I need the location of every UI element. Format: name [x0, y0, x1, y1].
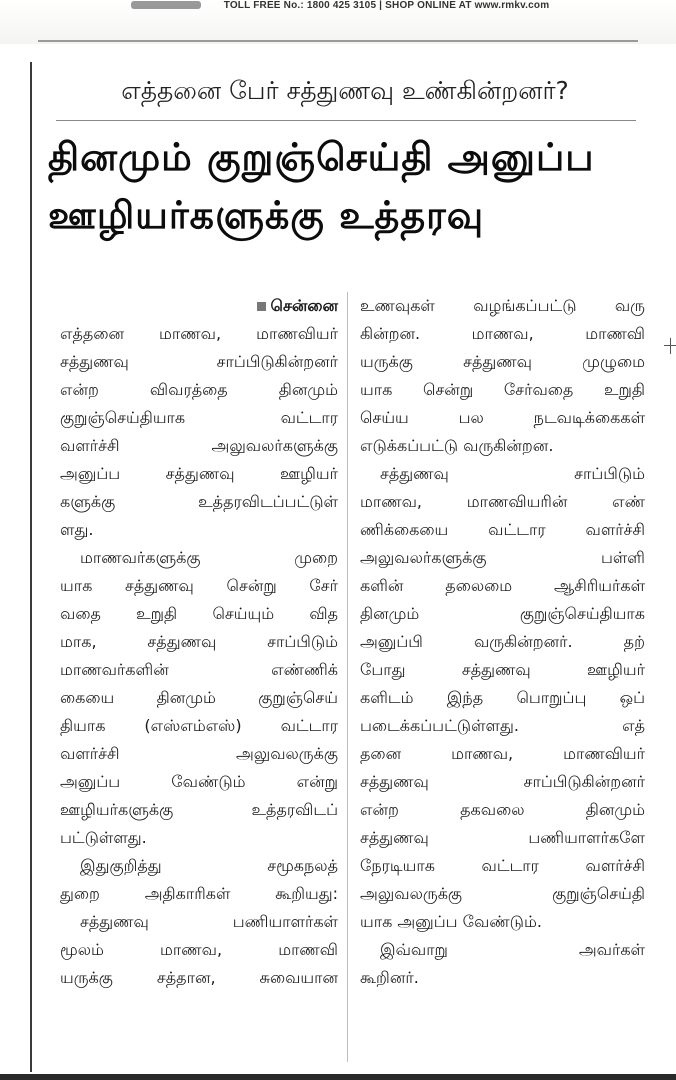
advertisement-bar [40, 0, 640, 14]
article-text-line: தனை மாணவ, மாணவியர் [360, 744, 645, 763]
article-text-line: சத்துணவு பணியாளர்கள் [80, 912, 338, 931]
article-text-line: சத்துணவு சாப்பிடுகின்றனர் [60, 352, 338, 371]
article-text-line: சத்துணவு சாப்பிடும் [380, 464, 645, 483]
article-column-right [360, 292, 645, 992]
article-text-line: இதுகுறித்து சமூகநலத் [80, 856, 338, 875]
article-text-line: ஊழியர்களுக்கு உத்தரவிடப் [60, 800, 338, 819]
crop-mark [670, 338, 671, 354]
dateline-marker-icon [257, 302, 266, 311]
dateline [60, 292, 338, 320]
article-text-line: வளர்ச்சி அலுவலருக்கு [60, 744, 338, 763]
article-text-line: சத்துணவு சாப்பிடுகின்றனர் [360, 772, 645, 791]
top-divider [38, 40, 638, 42]
article-text-line: யாக அனுப்ப வேண்டும். [360, 912, 542, 931]
article-text-line: போது சத்துணவு ஊழியர் [360, 660, 645, 679]
advertiser-logo [131, 1, 201, 9]
article-text-line: அலுவலர்களுக்கு பள்ளி [360, 548, 645, 567]
article-text-line: பட்டுள்ளது. [60, 828, 147, 847]
article-text-line: உணவுகள் வழங்கப்பட்டு வரு [360, 296, 645, 315]
article-text-line: யருக்கு சத்துணவு முழுமை [360, 352, 645, 371]
article-text-line: களுக்கு உத்தரவிடப்பட்டுள் [60, 492, 338, 511]
kicker-divider [56, 120, 636, 121]
article-text-line: கையை தினமும் குறுஞ்செய் [60, 688, 338, 707]
headline-line: ஊழியர்களுக்கு உத்தரவு [48, 193, 485, 237]
article-text-line: இவ்வாறு அவர்கள் [380, 940, 645, 959]
article-text-line: களின் தலைமை ஆசிரியர்கள் [360, 576, 645, 595]
article-text-line: சத்துணவு பணியாளர்களே [360, 828, 645, 847]
article-text-line: கூறினர். [360, 968, 419, 987]
article-text-line: யாக சத்துணவு சென்று சேர் [60, 576, 338, 595]
column-divider [347, 292, 348, 1062]
article-text-line: நேரடியாக வட்டார வளர்ச்சி [360, 856, 645, 875]
article-text-line: வதை உறுதி செய்யும் வித [60, 604, 338, 623]
article-text-line: என்ற தகவலை தினமும் [360, 800, 645, 819]
article-text-line: குறுஞ்செய்தியாக வட்டார [60, 408, 338, 427]
article-headline [48, 128, 648, 244]
article-text-line: யாக சென்று சேர்வதை உறுதி [360, 380, 645, 399]
article-text-line: அனுப்ப சத்துணவு ஊழியர் [60, 464, 338, 483]
article-text-line: எடுக்கப்பட்டு வருகின்றன. [360, 436, 554, 455]
article-text-line: கின்றன. மாணவ, மாணவி [360, 324, 645, 343]
article-column-left [60, 292, 338, 992]
article-text-line: களிடம் இந்த பொறுப்பு ஒப் [360, 688, 645, 707]
article-text-line: எத்தனை மாணவ, மாணவியர் [60, 324, 338, 343]
article-text-line: மாக, சத்துணவு சாப்பிடும் [60, 632, 338, 651]
article-text-line: வளர்ச்சி அலுவலர்களுக்கு [60, 436, 338, 455]
article-text-line: தினமும் குறுஞ்செய்தியாக [360, 604, 645, 623]
dateline-text: சென்னை [270, 296, 338, 315]
article-text-line: அனுப்ப வேண்டும் என்று [60, 772, 338, 791]
article-text-line: மூலம் மாணவ, மாணவி [60, 940, 338, 959]
article-text-line: ளது. [60, 520, 94, 539]
article-text-line: ணிக்கையை வட்டார வளர்ச்சி [360, 520, 645, 539]
article-text-line: என்ற விவரத்தை தினமும் [60, 380, 338, 399]
advertisement-text: TOLL FREE No.: 1800 425 3105 | SHOP ONLINE AT www.rmkv.com [223, 0, 550, 11]
article-text-line: மாணவர்களின் எண்ணிக் [60, 660, 338, 679]
article-text-line: தியாக (எஸ்எம்எஸ்) வட்டார [60, 716, 338, 735]
article-text-line: அனுப்பி வருகின்றனர். தற் [360, 632, 645, 651]
article-text-line: மாணவர்களுக்கு முறை [80, 548, 338, 567]
article-text-line: யருக்கு சத்தான, சுவையான [60, 968, 338, 987]
article-kicker: எத்தனை பேர் சத்துணவு உண்கின்றனர்? [121, 76, 569, 105]
article-text-line: அலுவலருக்கு குறுஞ்செய்தி [360, 884, 645, 903]
article-text-line: படைக்கப்பட்டுள்ளது. எத் [360, 716, 645, 735]
bottom-border [0, 1074, 676, 1080]
headline-line: தினமும் குறுஞ்செய்தி அனுப்ப [48, 135, 595, 179]
article-text-line: மாணவ, மாணவியரின் எண் [360, 492, 645, 511]
article-text-line: துறை அதிகாரிகள் கூறியது: [60, 884, 338, 903]
article-text-line: செய்ய பல நடவடிக்கைகள் [360, 408, 645, 427]
